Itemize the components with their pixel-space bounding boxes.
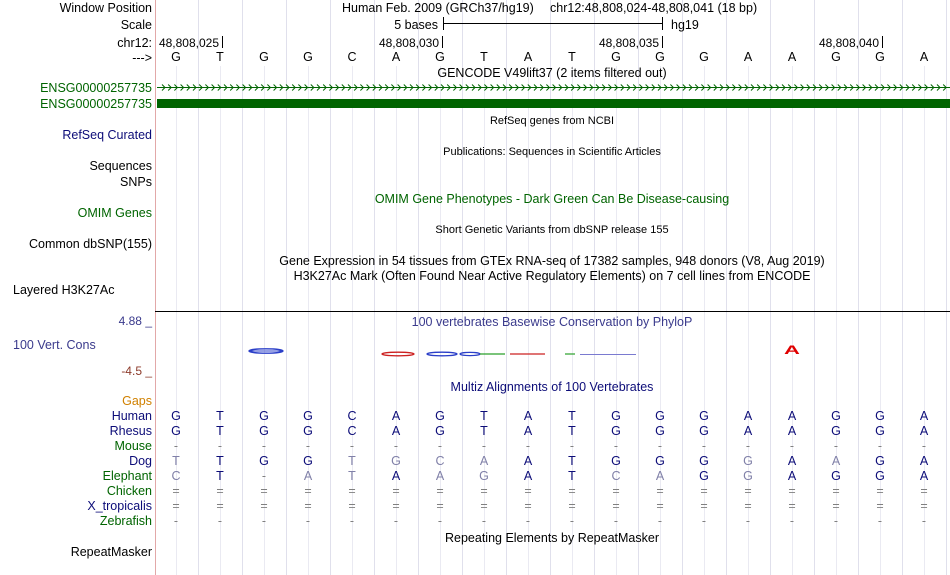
- publications-track[interactable]: [89, 146, 661, 189]
- aligned-base: G: [171, 424, 181, 438]
- aligned-base: A: [919, 454, 929, 468]
- aligned-base: C: [435, 454, 445, 468]
- aligned-base: G: [259, 409, 269, 423]
- aligned-base: G: [699, 469, 709, 483]
- aligned-base: =: [920, 499, 928, 513]
- aligned-base: -: [349, 514, 355, 528]
- refseq-label[interactable]: RefSeq Curated: [62, 128, 152, 142]
- svg-text:48,808,030: 48,808,030: [378, 36, 439, 50]
- multiz-species-row[interactable]: [129, 454, 929, 468]
- ruler-base: C: [347, 50, 357, 64]
- gencode-label-1[interactable]: ENSG00000257735: [40, 81, 152, 95]
- aligned-base: A: [479, 454, 489, 468]
- aligned-base: T: [348, 454, 356, 468]
- aligned-base: =: [700, 484, 708, 498]
- multiz-species-row[interactable]: [87, 499, 927, 513]
- ruler-base: G: [259, 50, 269, 64]
- gencode-title: GENCODE V49lift37 (2 items filtered out): [437, 66, 667, 80]
- aligned-base: A: [435, 469, 445, 483]
- aligned-base: -: [569, 439, 575, 453]
- aligned-base: A: [523, 454, 533, 468]
- aligned-base: =: [348, 499, 356, 513]
- aligned-base: -: [745, 514, 751, 528]
- aligned-base: =: [700, 499, 708, 513]
- conservation-label[interactable]: 100 Vert. Cons: [13, 338, 96, 352]
- ruler-base: T: [480, 50, 488, 64]
- chrom-label: chr12:: [117, 36, 152, 50]
- aligned-base: =: [788, 499, 796, 513]
- gencode-label-2[interactable]: ENSG00000257735: [40, 97, 152, 111]
- aligned-base: A: [919, 469, 929, 483]
- h3k27ac-track[interactable]: [13, 269, 810, 297]
- aligned-base: -: [613, 439, 619, 453]
- aligned-base: =: [788, 484, 796, 498]
- aligned-base: -: [481, 514, 487, 528]
- conservation-logo: [249, 343, 800, 357]
- conservation-min-label: -4.5 _: [121, 364, 152, 378]
- aligned-base: G: [655, 454, 665, 468]
- ruler-base: A: [919, 50, 929, 64]
- base-grid: [177, 0, 947, 575]
- aligned-base: A: [919, 424, 929, 438]
- scale-bar: [443, 17, 663, 30]
- aligned-base: -: [789, 514, 795, 528]
- aligned-base: A: [523, 409, 533, 423]
- aligned-base: G: [611, 424, 621, 438]
- dbsnp-title: Short Genetic Variants from dbSNP release 155: [435, 224, 669, 236]
- aligned-base: T: [216, 454, 224, 468]
- aligned-base: =: [920, 484, 928, 498]
- aligned-base: =: [876, 484, 884, 498]
- aligned-base: A: [743, 424, 753, 438]
- aligned-base: G: [699, 454, 709, 468]
- aligned-base: -: [261, 514, 267, 528]
- omim-track[interactable]: [78, 192, 730, 220]
- omim-label[interactable]: OMIM Genes: [77, 206, 152, 220]
- aligned-base: -: [217, 514, 223, 528]
- aligned-base: -: [261, 439, 267, 453]
- aligned-base: G: [743, 469, 753, 483]
- aligned-base: -: [393, 514, 399, 528]
- multiz-species-row[interactable]: [107, 484, 928, 498]
- multiz-species-row[interactable]: [114, 439, 926, 453]
- aligned-base: A: [743, 409, 753, 423]
- ruler-base: G: [831, 50, 841, 64]
- aligned-base: =: [392, 484, 400, 498]
- multiz-species-row[interactable]: [103, 469, 929, 483]
- aligned-base: T: [480, 409, 488, 423]
- aligned-base: G: [875, 469, 885, 483]
- aligned-base: G: [655, 424, 665, 438]
- aligned-base: =: [612, 484, 620, 498]
- conservation-logo-letter: A: [784, 343, 800, 357]
- aligned-base: -: [173, 514, 179, 528]
- aligned-base: -: [833, 514, 839, 528]
- window-position-label: Window Position: [59, 1, 152, 15]
- gaps-label[interactable]: Gaps: [122, 394, 152, 408]
- aligned-base: -: [613, 514, 619, 528]
- species-label[interactable]: Rhesus: [109, 424, 152, 438]
- repeatmasker-title: Repeating Elements by RepeatMasker: [444, 531, 660, 545]
- aligned-base: -: [217, 439, 223, 453]
- aligned-base: =: [568, 499, 576, 513]
- aligned-base: -: [173, 439, 179, 453]
- multiz-track[interactable]: [87, 380, 928, 528]
- aligned-base: A: [391, 409, 401, 423]
- aligned-base: -: [305, 439, 311, 453]
- multiz-species-row[interactable]: [112, 409, 929, 423]
- aligned-base: =: [172, 499, 180, 513]
- aligned-base: =: [744, 484, 752, 498]
- aligned-base: G: [611, 409, 621, 423]
- aligned-base: G: [171, 409, 181, 423]
- aligned-base: =: [304, 499, 312, 513]
- ruler-base: G: [875, 50, 885, 64]
- ruler-base: T: [568, 50, 576, 64]
- aligned-base: =: [832, 484, 840, 498]
- aligned-base: -: [701, 514, 707, 528]
- aligned-base: G: [303, 424, 313, 438]
- aligned-base: G: [303, 454, 313, 468]
- aligned-base: =: [260, 484, 268, 498]
- aligned-base: -: [525, 439, 531, 453]
- aligned-base: G: [875, 424, 885, 438]
- aligned-base: G: [875, 409, 885, 423]
- ruler-position: [379, 36, 443, 50]
- scale-text: 5 bases: [394, 18, 438, 32]
- aligned-base: -: [525, 514, 531, 528]
- aligned-base: =: [876, 499, 884, 513]
- aligned-base: T: [216, 469, 224, 483]
- ruler-base: G: [171, 50, 181, 64]
- aligned-base: T: [172, 454, 180, 468]
- aligned-base: C: [347, 424, 357, 438]
- aligned-base: G: [875, 454, 885, 468]
- species-label[interactable]: Elephant: [102, 469, 152, 483]
- aligned-base: C: [347, 409, 357, 423]
- position-text: chr12:48,808,024-48,808,041 (18 bp): [550, 1, 758, 15]
- species-label[interactable]: Mouse: [114, 439, 152, 453]
- aligned-base: A: [523, 424, 533, 438]
- svg-text:48,808,040: 48,808,040: [818, 36, 879, 50]
- multiz-species-row[interactable]: [100, 514, 926, 528]
- aligned-base: =: [524, 499, 532, 513]
- aligned-base: G: [479, 469, 489, 483]
- aligned-base: =: [524, 484, 532, 498]
- publications-title: Publications: Sequences in Scientific Articles: [443, 146, 661, 158]
- aligned-base: C: [171, 469, 181, 483]
- ruler-base: T: [216, 50, 224, 64]
- aligned-base: A: [787, 424, 797, 438]
- aligned-base: -: [833, 439, 839, 453]
- aligned-base: =: [568, 484, 576, 498]
- aligned-base: -: [921, 439, 927, 453]
- ruler-base: G: [655, 50, 665, 64]
- aligned-base: -: [437, 514, 443, 528]
- aligned-base: -: [789, 439, 795, 453]
- aligned-base: =: [392, 499, 400, 513]
- aligned-base: T: [216, 409, 224, 423]
- aligned-base: G: [435, 409, 445, 423]
- ruler-base: A: [391, 50, 401, 64]
- scale-label: Scale: [120, 18, 152, 32]
- svg-text:48,808,025: 48,808,025: [158, 36, 219, 50]
- ruler-bases: [171, 50, 929, 64]
- gtex-title: Gene Expression in 54 tissues from GTEx RNA-seq of 17382 samples, 948 donors (V8, Aug 2019): [279, 254, 825, 268]
- aligned-base: -: [877, 439, 883, 453]
- aligned-base: =: [436, 484, 444, 498]
- dbsnp-label[interactable]: Common dbSNP(155): [29, 237, 152, 251]
- aligned-base: G: [831, 409, 841, 423]
- repeatmasker-label[interactable]: RepeatMasker: [70, 545, 152, 559]
- aligned-base: G: [699, 409, 709, 423]
- aligned-base: T: [348, 469, 356, 483]
- aligned-base: A: [303, 469, 313, 483]
- aligned-base: A: [391, 469, 401, 483]
- aligned-base: A: [787, 454, 797, 468]
- aligned-base: =: [656, 499, 664, 513]
- ruler-base: A: [743, 50, 753, 64]
- ruler-positions: [159, 36, 883, 50]
- gencode-transcript-intron[interactable]: [157, 85, 950, 91]
- ruler-base: G: [303, 50, 313, 64]
- aligned-base: G: [259, 424, 269, 438]
- aligned-base: T: [568, 454, 576, 468]
- aligned-base: A: [391, 424, 401, 438]
- aligned-base: T: [216, 424, 224, 438]
- aligned-base: =: [216, 484, 224, 498]
- aligned-base: A: [655, 469, 665, 483]
- aligned-base: T: [568, 469, 576, 483]
- snps-label[interactable]: SNPs: [120, 175, 152, 189]
- aligned-base: T: [568, 409, 576, 423]
- multiz-species-row[interactable]: [110, 424, 929, 438]
- repeatmasker-track[interactable]: [71, 531, 659, 559]
- species-label[interactable]: Dog: [129, 454, 152, 468]
- aligned-base: A: [831, 454, 841, 468]
- aligned-base: G: [831, 424, 841, 438]
- aligned-base: =: [612, 499, 620, 513]
- ruler-base: G: [435, 50, 445, 64]
- ruler-base: A: [787, 50, 797, 64]
- aligned-base: -: [261, 469, 267, 483]
- refseq-track[interactable]: [62, 115, 614, 142]
- aligned-base: A: [787, 469, 797, 483]
- aligned-base: -: [393, 439, 399, 453]
- aligned-base: =: [436, 499, 444, 513]
- aligned-base: =: [480, 484, 488, 498]
- h3k27ac-label[interactable]: Layered H3K27Ac: [13, 283, 115, 297]
- aligned-base: =: [260, 499, 268, 513]
- ruler-base: A: [523, 50, 533, 64]
- aligned-base: =: [832, 499, 840, 513]
- aligned-base: -: [657, 439, 663, 453]
- aligned-base: =: [656, 484, 664, 498]
- aligned-base: -: [349, 439, 355, 453]
- svg-text:48,808,035: 48,808,035: [598, 36, 659, 50]
- aligned-base: =: [744, 499, 752, 513]
- aligned-base: =: [304, 484, 312, 498]
- aligned-base: -: [437, 439, 443, 453]
- ruler-base: G: [699, 50, 709, 64]
- aligned-base: -: [745, 439, 751, 453]
- aligned-base: G: [391, 454, 401, 468]
- aligned-base: G: [303, 409, 313, 423]
- species-label[interactable]: X_tropicalis: [87, 499, 152, 513]
- conservation-max-label: 4.88 _: [118, 314, 152, 328]
- aligned-base: G: [611, 454, 621, 468]
- aligned-base: G: [831, 469, 841, 483]
- aligned-base: T: [480, 424, 488, 438]
- aligned-base: T: [568, 424, 576, 438]
- refseq-title: RefSeq genes from NCBI: [489, 115, 615, 127]
- aligned-base: G: [743, 454, 753, 468]
- ruler-position: [159, 36, 223, 50]
- species-label[interactable]: Zebrafish: [99, 514, 152, 528]
- aligned-base: A: [919, 409, 929, 423]
- aligned-base: =: [480, 499, 488, 513]
- aligned-base: A: [523, 469, 533, 483]
- aligned-base: -: [877, 514, 883, 528]
- h3k27ac-title: H3K27Ac Mark (Often Found Near Active Regulatory Elements) on 7 cell lines from ENCODE: [293, 269, 811, 283]
- aligned-base: G: [435, 424, 445, 438]
- aligned-base: =: [216, 499, 224, 513]
- omim-title: OMIM Gene Phenotypes - Dark Green Can Be Disease-causing: [374, 192, 730, 206]
- ruler-track[interactable]: [60, 1, 929, 65]
- conservation-title: 100 vertebrates Basewise Conservation by PhyloP: [411, 315, 693, 329]
- aligned-base: =: [348, 484, 356, 498]
- aligned-base: A: [787, 409, 797, 423]
- aligned-base: -: [305, 514, 311, 528]
- sequences-label[interactable]: Sequences: [89, 159, 152, 173]
- strand-label: --->: [132, 51, 152, 65]
- species-label[interactable]: Chicken: [106, 484, 152, 498]
- ruler-position: [599, 36, 663, 50]
- aligned-base: -: [569, 514, 575, 528]
- aligned-base: G: [655, 409, 665, 423]
- aligned-base: =: [172, 484, 180, 498]
- aligned-base: G: [699, 424, 709, 438]
- aligned-base: -: [701, 439, 707, 453]
- aligned-base: -: [921, 514, 927, 528]
- assembly-text: Human Feb. 2009 (GRCh37/hg19): [342, 1, 534, 15]
- gtex-track[interactable]: [279, 254, 824, 268]
- gencode-transcript-exon[interactable]: [157, 99, 950, 108]
- aligned-base: G: [259, 454, 269, 468]
- ruler-base: G: [611, 50, 621, 64]
- species-label[interactable]: Human: [111, 409, 152, 423]
- aligned-base: C: [611, 469, 621, 483]
- aligned-base: -: [657, 514, 663, 528]
- aligned-base: -: [481, 439, 487, 453]
- ruler-position: [819, 36, 883, 50]
- multiz-title: Multiz Alignments of 100 Vertebrates: [450, 380, 654, 394]
- assembly-short: hg19: [671, 18, 699, 32]
